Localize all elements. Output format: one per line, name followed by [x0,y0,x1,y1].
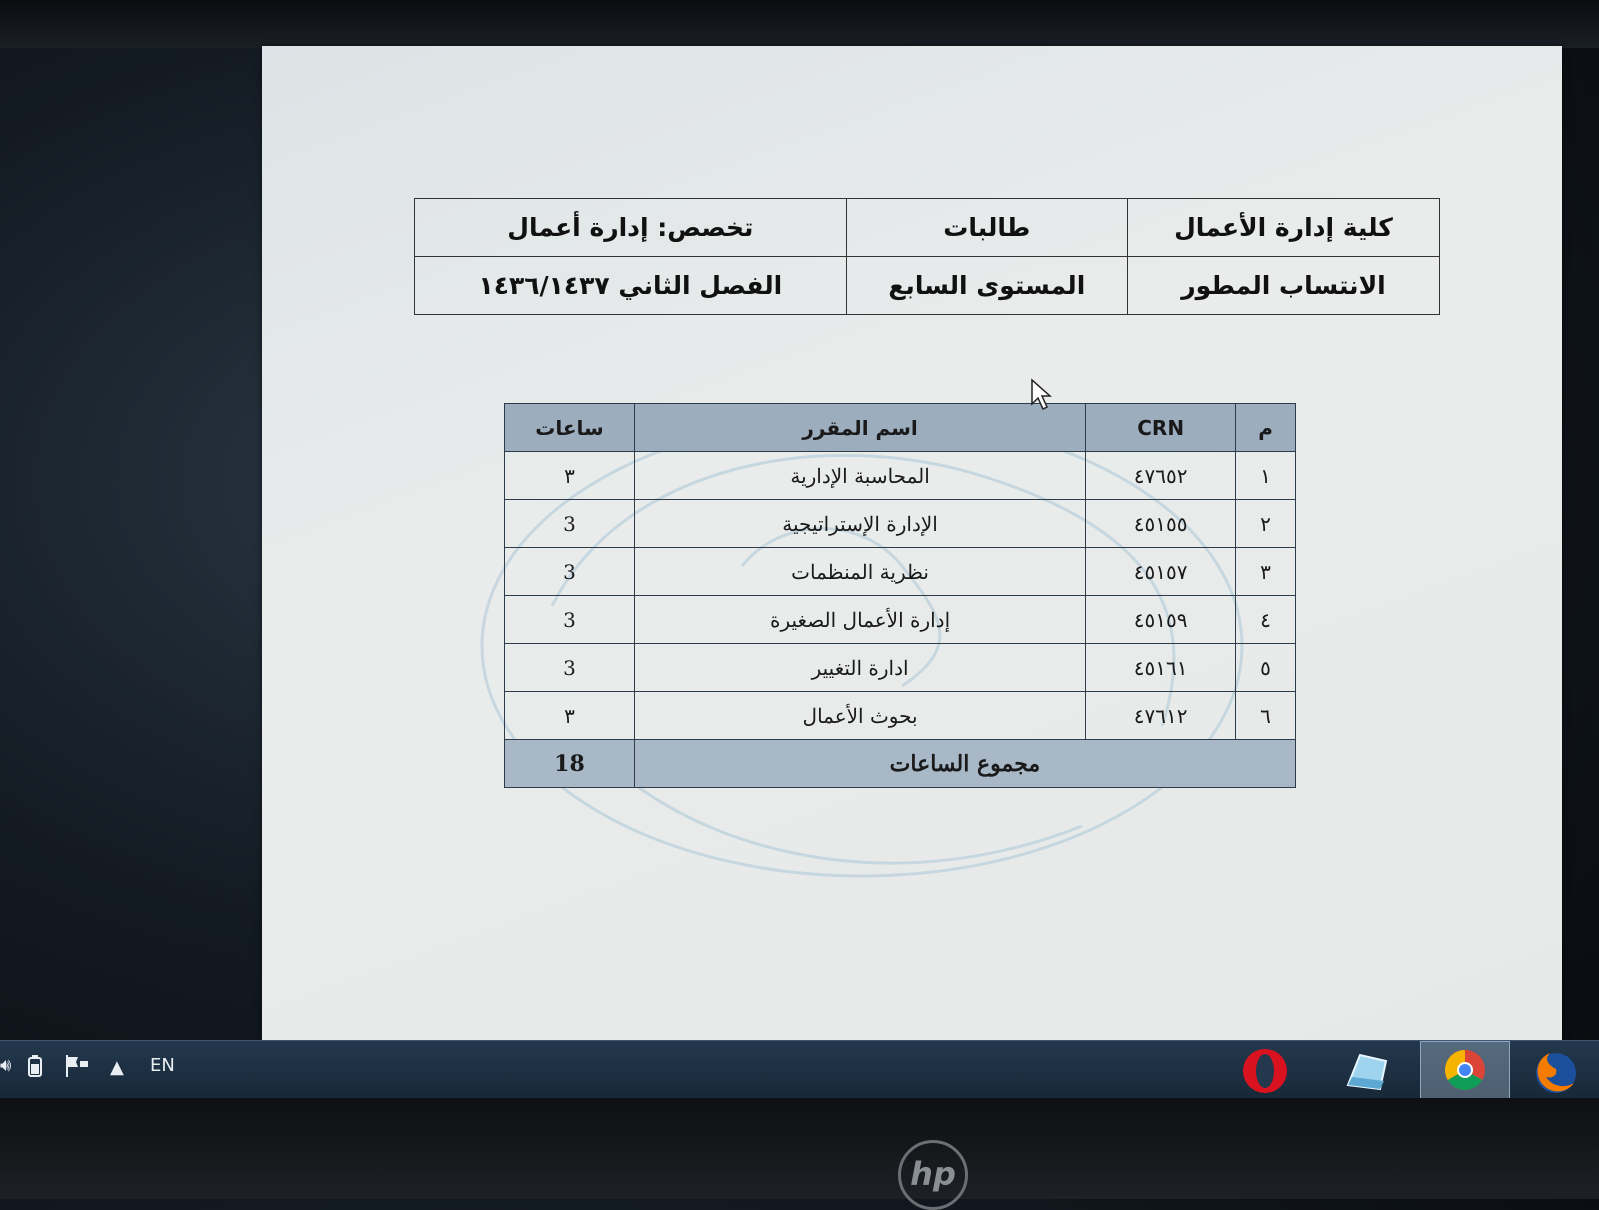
row-num: ١ [1236,452,1296,500]
show-hidden-icons-chevron-icon[interactable]: ▲ [110,1057,124,1078]
row-hours: 3 [505,548,635,596]
row-hours: ٣ [505,452,635,500]
header-course-name: اسم المقرر [634,404,1085,452]
row-num: ٥ [1236,644,1296,692]
hp-logo: hp [898,1140,968,1210]
row-hours: 3 [505,596,635,644]
file-manager-icon[interactable] [1340,1047,1394,1095]
semester-cell: الفصل الثاني ١٤٣٦/١٤٣٧ [415,257,847,315]
row-num: ٦ [1236,692,1296,740]
volume-icon[interactable]: 🔊︎ [0,1055,12,1076]
mouse-cursor-icon [1030,378,1054,412]
row-hours: 3 [505,500,635,548]
chrome-icon[interactable] [1420,1041,1510,1099]
opera-icon[interactable] [1238,1047,1292,1095]
laptop-bezel-bottom [0,1098,1599,1199]
row-num: ٤ [1236,596,1296,644]
course-schedule-table [504,403,1296,788]
row-hours: ٣ [505,692,635,740]
specialization-cell: تخصص: إدارة أعمال [415,199,847,257]
table-row [505,644,1296,692]
document-page [262,46,1562,1040]
table-row [505,596,1296,644]
table-row [505,452,1296,500]
screen-bezel-top [0,0,1599,48]
row-course-name: إدارة الأعمال الصغيرة [634,596,1085,644]
total-label: مجموع الساعات [634,740,1295,788]
row-crn: ٤٥١٥٥ [1086,500,1236,548]
table-row [505,692,1296,740]
battery-icon[interactable] [28,1055,42,1082]
row-course-name: المحاسبة الإدارية [634,452,1085,500]
row-course-name: نظرية المنظمات [634,548,1085,596]
row-crn: ٤٧٦١٢ [1086,692,1236,740]
row-crn: ٤٥١٥٧ [1086,548,1236,596]
row-crn: ٤٧٦٥٢ [1086,452,1236,500]
language-indicator[interactable]: EN [150,1055,175,1076]
header-crn: CRN [1086,404,1236,452]
row-course-name: بحوث الأعمال [634,692,1085,740]
action-center-flag-icon[interactable] [64,1055,90,1082]
college-cell: كلية إدارة الأعمال [1127,199,1439,257]
level-cell: المستوى السابع [846,257,1127,315]
table-row [505,500,1296,548]
header-hours: ساعات [505,404,635,452]
row-num: ٣ [1236,548,1296,596]
firefox-icon[interactable] [1528,1047,1582,1095]
row-crn: ٤٥١٥٩ [1086,596,1236,644]
students-cell: طالبات [846,199,1127,257]
windows-taskbar [0,1040,1599,1099]
row-course-name: الإدارة الإستراتيجية [634,500,1085,548]
row-num: ٢ [1236,500,1296,548]
program-info-table [414,198,1440,315]
table-row [505,548,1296,596]
total-hours: 18 [505,740,635,788]
row-crn: ٤٥١٦١ [1086,644,1236,692]
header-num: م [1236,404,1296,452]
row-course-name: ادارة التغيير [634,644,1085,692]
row-hours: 3 [505,644,635,692]
program-cell: الانتساب المطور [1127,257,1439,315]
